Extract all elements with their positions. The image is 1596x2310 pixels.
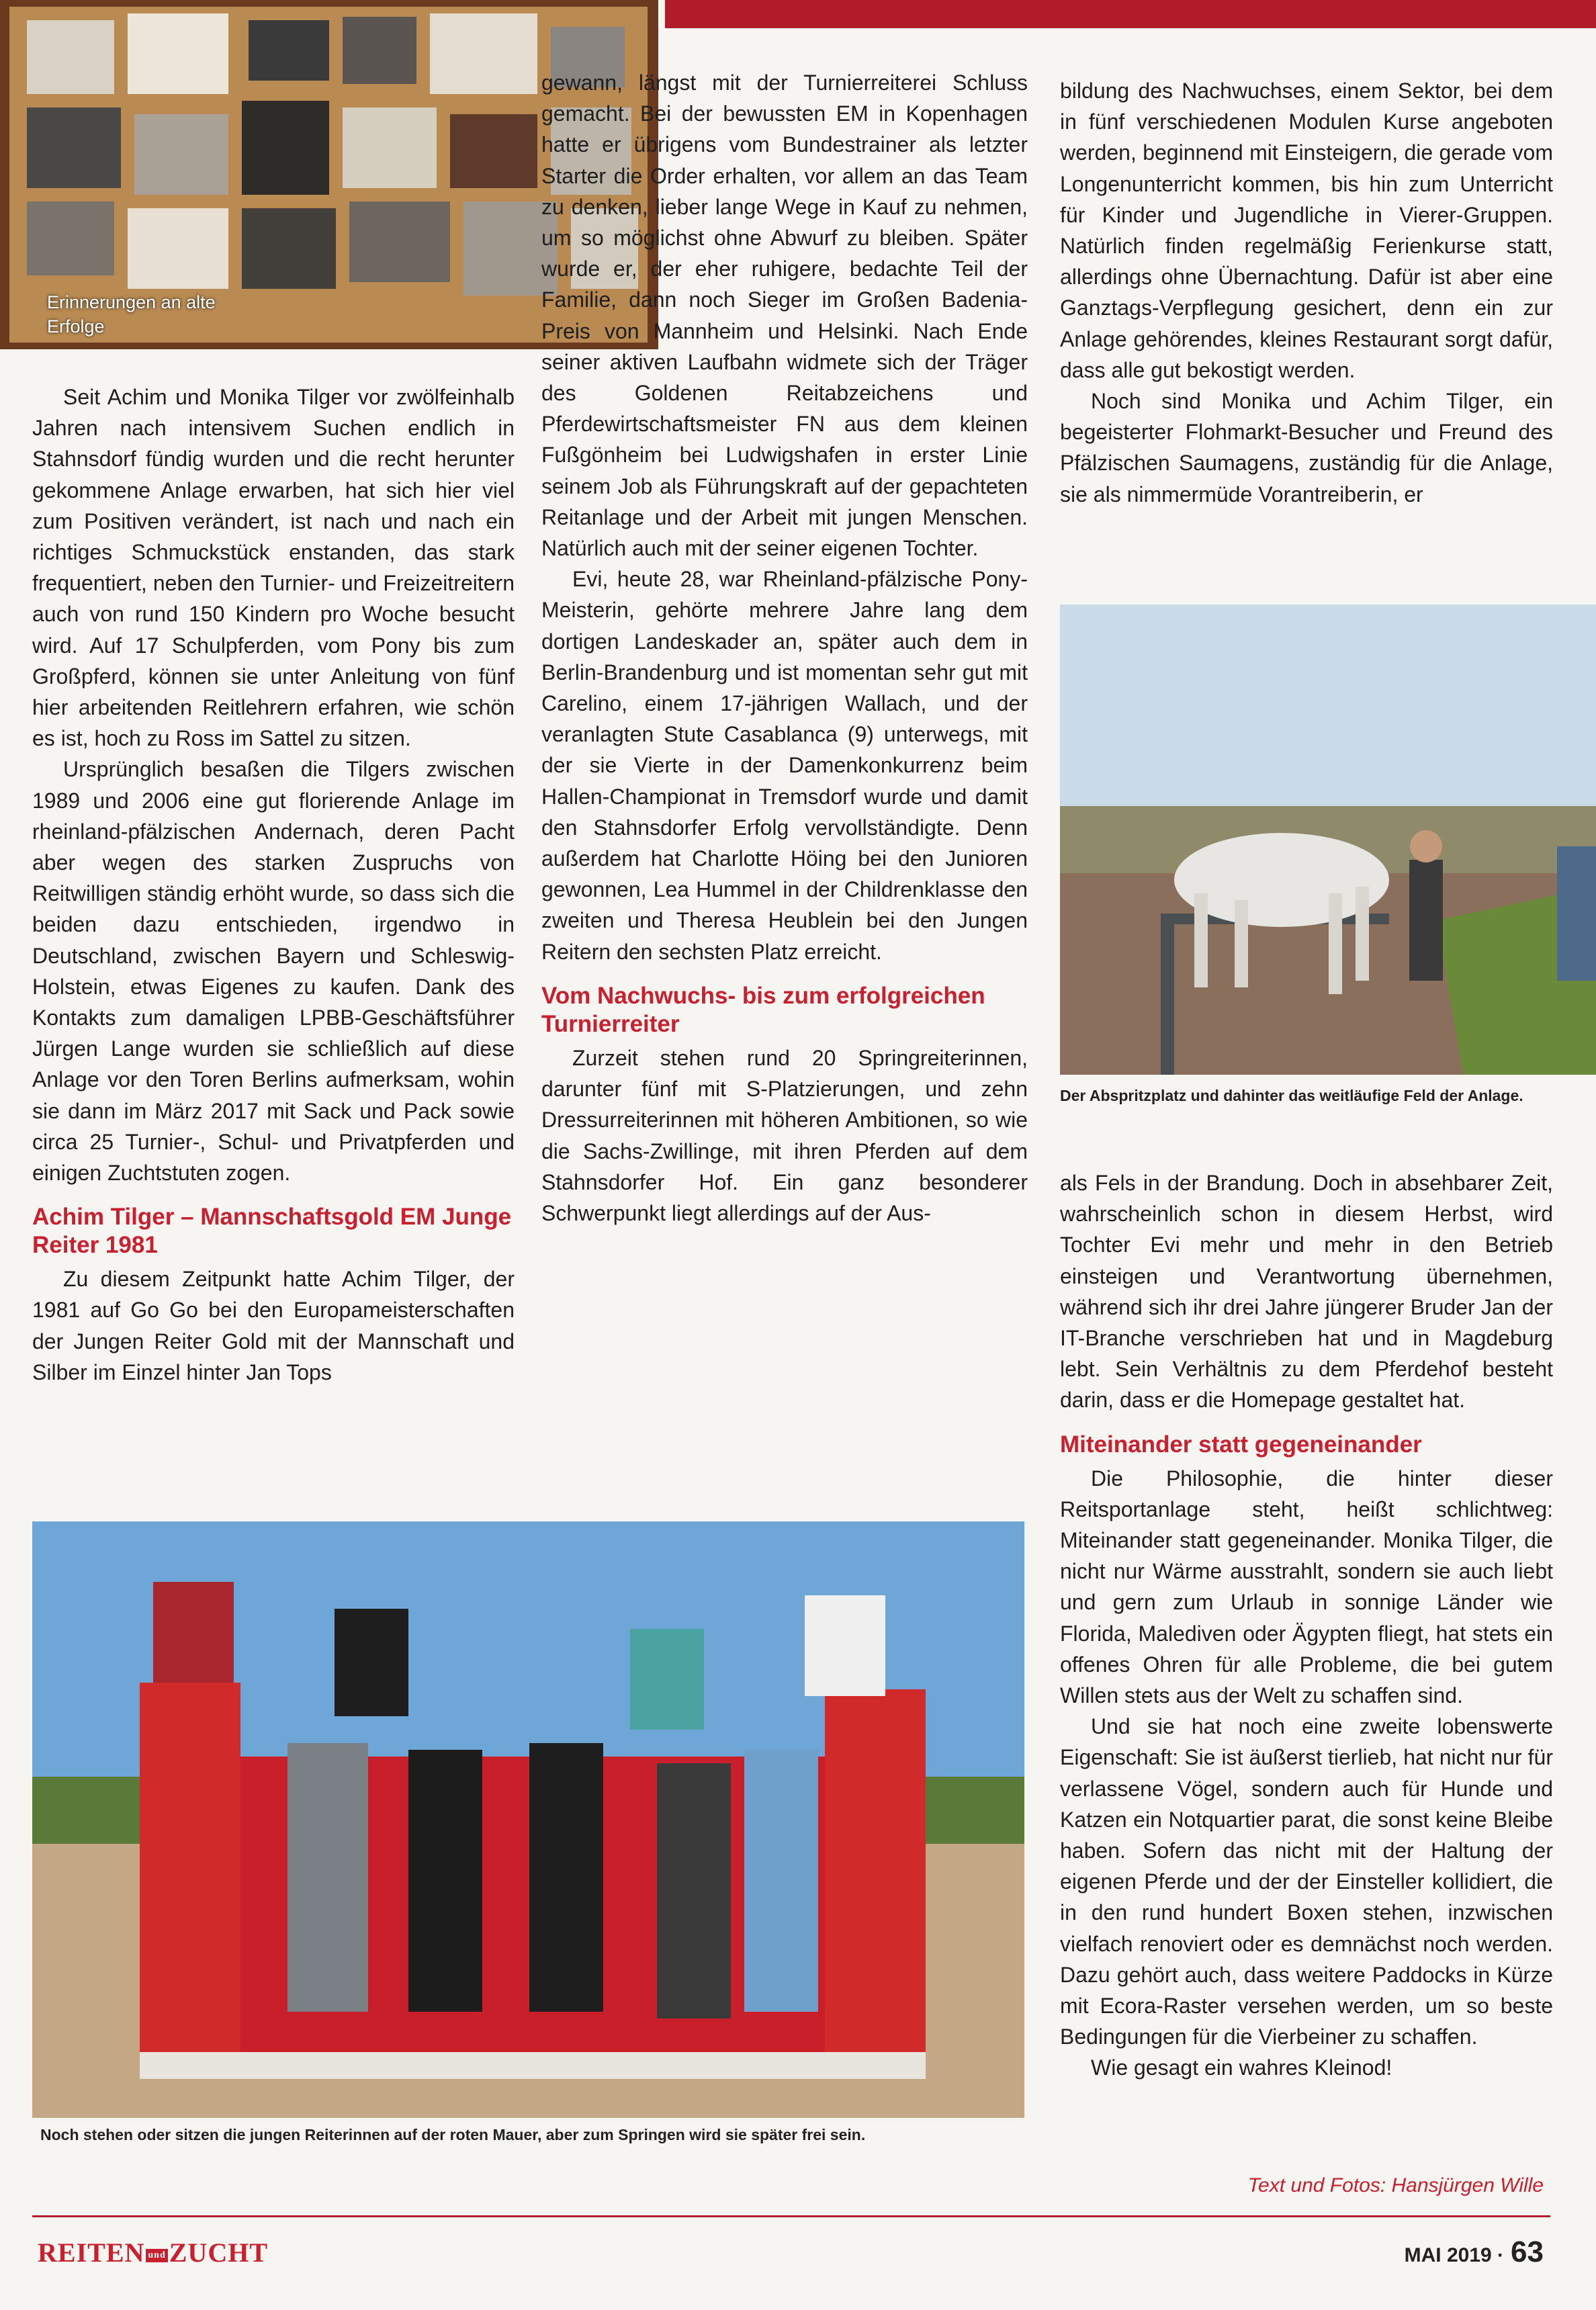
paragraph: Und sie hat noch eine zweite lobenswerte Eigenschaft: Sie ist äußerst tierlieb, hat nicht nur für verlassene Vögel, sondern auch für Hunde und Katzen ein Notquartier parat, die sonst keine Bleibe haben. Sofern das nicht mit der Haltung der eigenen Pferde und der der Einsteller kollidiert, die in den rund hundert Boxen stehen, inzwischen vielfach renoviert oder es demnächst noch werden. Dazu gehört auch, dass weitere Paddocks in Kürze mit Ecora-Raster versehen werden, um so beste Bedingungen für die Vierbeiner zu schaffen. bbox=[1060, 1714, 1553, 2049]
paragraph: Seit Achim und Monika Tilger vor zwölfeinhalb Jahren nach intensivem Suchen endlich in Stahnsdorf fündig wurden und die recht herunter gekommene Anlage erwarben, hat sich hier viel zum Positiven verändert, ist nach und nach ein richtiges Schmuckstück enstanden, das stark frequentiert, neben den Turnier- und Freizeitreitern auch von rund 150 Kindern pro Woche besucht wird. Auf 17 Schulpferden, vom Pony bis zum Großpferd, können sie unter Anleitung von fünf hier arbeitenden Reitlehrern erfahren, wie schön es ist, hoch zu Ross im Sattel zu sitzen. bbox=[32, 385, 515, 751]
issue-and-page bbox=[1405, 2235, 1544, 2269]
paragraph: Die Philosophie, die hinter dieser Reitsportanlage steht, heißt schlichtweg: Miteinander statt gegeneinander. Monika Tilger, die nicht nur Wärme ausstrahlt, sondern sie auch liebt und gern zum Urlaub in sonnige Länder wie Florida, Malediven oder Ägypten fliegt, hat stets ein offenes Ohren für alle Probleme, die bei gutem Willen stets aus der Welt zu schaffen sind. bbox=[1060, 1466, 1553, 1708]
issue-date: MAI 2019 · bbox=[1404, 2244, 1505, 2266]
photo-label: Erinnerungen an alte Erfolge bbox=[47, 292, 216, 337]
paragraph: Noch sind Monika und Achim Tilger, ein begeisterter Flohmarkt-Besucher und Freund des Pfälzischen Saumagens, zuständig für die Anlage, sie als nimmermüde Vorantreiberin, er bbox=[1060, 389, 1553, 506]
article-column-3-bottom bbox=[1060, 1167, 1553, 2084]
photo-caption-group: Noch stehen oder sitzen die jungen Reiterinnen auf der roten Mauer, aber zum Springen wird sie später frei sein. bbox=[40, 2126, 866, 2143]
top-red-band bbox=[665, 0, 1596, 28]
article-column-1 bbox=[32, 382, 515, 1388]
paragraph: Zu diesem Zeitpunkt hatte Achim Tilger, der 1981 auf Go Go bei den Europameisterschaften der Jungen Reiter Gold mit der Mannschaft und Silber im Einzel hinter Jan Tops bbox=[32, 1267, 515, 1384]
photo-riders-group bbox=[32, 1521, 1024, 2118]
section-heading: Achim Tilger – Mannschaftsgold EM Junge Reiter 1981 bbox=[32, 1204, 512, 1259]
author-credit: Text und Fotos: Hansjürgen Wille bbox=[1247, 2174, 1544, 2196]
article-column-3-top bbox=[1060, 75, 1553, 510]
paragraph: Evi, heute 28, war Rheinland-pfälzische Pony-Meisterin, gehörte mehrere Jahre lang dem dortigen Landeskader an, später auch dem in Berlin-Brandenburg und ist momentan sehr gut mit Carelino, einem 17-jährigen Wallach, und der veranlagten Stute Casablanca (9) unterwegs, mit der sie Vierte in der Damenkonkurrenz beim Hallen-Championat in Tremsdorf wurde und damit den Stahnsdorfer Erfolg vervollständigte. Denn außerdem hat Charlotte Höing bei den Junioren gewonnen, Lea Hummel in der Childrenklasse den zweiten und Theresa Heublein bei den Jungen Reitern den sechsten Platz erreicht. bbox=[541, 567, 1028, 964]
paragraph: gewann, längst mit der Turnierreiterei Schluss gemacht. Bei der bewussten EM in Kopenhagen hatte er übrigens vom Bundestrainer als letzter Starter die Order erhalten, vor allem an das Team zu denken, lieber lange Wege in Kauf zu nehmen, um so möglichst ohne Abwurf zu bleiben. Später wurde er, der eher ruhigere, bedachte Teil der Familie, dann noch Sieger im Großen Badenia-Preis von Mannheim und Helsinki. Nach Ende seiner aktiven Laufbahn widmete sich der Träger des Goldenen Reitabzeichens und Pferdewirtschaftsmeister FN aus dem kleinen Fußgönheim bei Ludwigshafen in erster Linie seinem Job als Führungskraft auf der gepachteten Reitanlage und der Arbeit mit jungen Menschen. Natürlich auch mit der seiner eigenen Tochter. bbox=[541, 71, 1028, 561]
logo-word-left: REITEN bbox=[38, 2237, 145, 2268]
magazine-logo bbox=[38, 2237, 268, 2266]
section-heading: Miteinander statt gegeneinander bbox=[1060, 1431, 1422, 1458]
paragraph: Ursprünglich besaßen die Tilgers zwischen 1989 und 2006 eine gut florierende Anlage im rheinland-pfälzischen Andernach, deren Pacht aber wegen des starken Zuspruchs von Reitwilligen ständig erhöht wurde, so dass sich die beiden dazu entschieden, irgendwo in Deutschland, zwischen Bayern und Schleswig-Holstein, etwas Eigenes zu kaufen. Dank des Kontakts zum damaligen LPBB-Geschäftsführer Jürgen Lange wurden sie schließlich auf diese Anlage vor den Toren Berlins aufmerksam, wohin sie dann im März 2017 mit Sack und Pack sowie circa 25 Turnier-, Schul- und Privatpferden und einigen Zuchtstuten zogen. bbox=[32, 757, 515, 1186]
logo-word-mid: und bbox=[146, 2249, 167, 2262]
page-number: 63 bbox=[1511, 2235, 1544, 2268]
article-column-2 bbox=[541, 67, 1028, 1229]
photo-horse-wash-area bbox=[1060, 605, 1596, 1075]
logo-word-right: ZUCHT bbox=[169, 2237, 268, 2268]
photo-caption-horse: Der Abspritzplatz und dahinter das weitläufige Feld der Anlage. bbox=[1060, 1087, 1523, 1104]
section-heading: Vom Nachwuchs- bis zum erfolgreichen Turnierreiter bbox=[541, 982, 985, 1037]
footer-rule bbox=[32, 2215, 1550, 2217]
paragraph: bildung des Nachwuchses, einem Sektor, bei dem in fünf verschiedenen Modulen Kurse angeboten werden, beginnend mit Einsteigern, die gerade vom Longenunterricht kommen, bis hin zum Unterricht für Kinder und Jugendliche in Vierer-Gruppen. Natürlich finden regelmäßig Ferienkurse statt, allerdings ohne Übernachtung. Dafür ist aber eine Ganztags-Verpflegung gesichert, denn ein zur Anlage gehörendes, kleines Restaurant sorgt dafür, dass alle gut bekostigt werden. bbox=[1060, 79, 1553, 382]
paragraph: Wie gesagt ein wahres Kleinod! bbox=[1091, 2055, 1392, 2080]
paragraph: Zurzeit stehen rund 20 Springreiterinnen, darunter fünf mit S-Platzierungen, und zehn Dressurreiterinnen mit höheren Ambitionen, so wie die Sachs-Zwillinge, mit ihren Pferden auf dem Stahnsdorfer Hof. Ein ganz besonderer Schwerpunkt liegt allerdings auf der Aus- bbox=[541, 1045, 1028, 1225]
paragraph: als Fels in der Brandung. Doch in absehbarer Zeit, wahrscheinlich schon in diesem Herbst, wird Tochter Evi mehr und mehr in den Betrieb einsteigen und Verantwortung übernehmen, während sich ihr drei Jahre jüngerer Bruder Jan der IT-Branche verschrieben hat und in Magdeburg lebt. Sein Verhältnis zu dem Pferdehof besteht darin, dass er die Homepage gestaltet hat. bbox=[1060, 1171, 1553, 1413]
